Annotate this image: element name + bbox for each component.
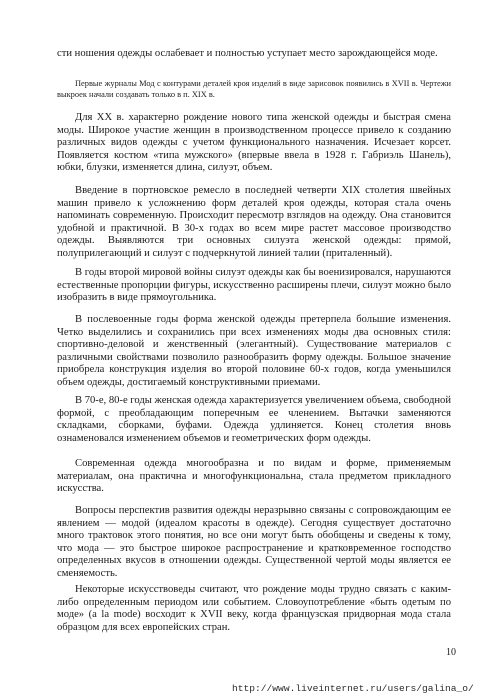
paragraph-continuation: сти ношения одежды ослабевает и полностью уступает место зарождающейся моде.	[57, 48, 438, 59]
paragraph-wartime: В годы второй мировой войны силуэт одежды как бы военизировался, нарушаются естественные пропорции фигуры, искусственно расширены плечи, силуэт можно было изобразить в виде прямоугольника.	[57, 267, 451, 303]
paragraph-sewing-machines: Введение в портновское ремесло в последней четверти XIX столетия швейных машин привело к усложнению форм деталей кроя одежды, которая стала очень напоминать современную. Происходит пересмотр взглядов на одежду. Она становится удобной и практичной. В 30-х годах во всем мире растет массовое производство одежды. Выявляются три основных силуэта женской одежды: прямой, полуприлегающий и силуэт с подчеркнутой линией талии (приталенный).	[57, 185, 451, 259]
footer-url: http://www.liveinternet.ru/users/galina_o/	[232, 683, 474, 694]
paragraph-fashion-perspectives: Вопросы перспектив развития одежды неразрывно связаны с сопровождающим ее явлением — модой (идеалом красоты в одежде). Сегодня существует достаточно много трактовок этого понятия, но все они могут быть обобщены и сведены к тому, что мода — это быстрое широкое распространение и кратковременное господство определенных вкусов в отношении одежды. Существенной чертой моды является ее сменяемость.	[57, 505, 451, 579]
footnote-paragraph: Первые журналы Мод с контурами деталей кроя изделий в виде зарисовок появились в XVII в. Чертежи выкроек начали создавать только в п. XIX в.	[57, 79, 451, 99]
page-number: 10	[446, 647, 456, 658]
paragraph-modern-clothing: Современная одежда многообразна и по видам и форме, применяемым материалам, она практична и многофункциональна, стала предметом прикладного искусства.	[57, 458, 451, 494]
paragraph-xx-century: Для XX в. характерно рождение нового типа женской одежды и быстрая смена моды. Широкое участие женщин в производственном процессе привело к созданию различных видов одежды с учетом функционального назначения. Исчезает корсет. Появляется костюм «типа мужского» (впервые ввела в 1928 г. Габриэль Шанель), юбки, блузки, изменяется длина, силуэт, объем.	[57, 112, 451, 173]
paragraph-fashion-origins: Некоторые искусствоведы считают, что рождение моды трудно связать с каким-либо определенным периодом или событием. Словоупотребление «быть одетым по моде» (a la mode) восходит к XVII веку, когда французская придворная мода стала образцом для всех европейских стран.	[57, 584, 451, 633]
paragraph-postwar: В послевоенные годы форма женской одежды претерпела большие изменения. Четко выделились и сохранились при всех изменениях моды два основных стиля: спортивно-деловой и женственный (элегантный). Существование материалов с различными свойствами позволило разнообразить форму одежды. Большое значение приобрела конструкция изделия во второй половине 60-х годов, когда уменьшился объем одежды, достигаемый конструктивными приемами.	[57, 314, 451, 388]
paragraph-70s-80s: В 70-е, 80-е годы женская одежда характеризуется увеличением объема, свободной формой, с преобладающим поперечным ее членением. Вытачки заменяются складками, сборками, буфами. Одежда удлиняется. Конец столетия вновь ознаменовался изменением объемов и геометрических форм одежды.	[57, 395, 451, 444]
